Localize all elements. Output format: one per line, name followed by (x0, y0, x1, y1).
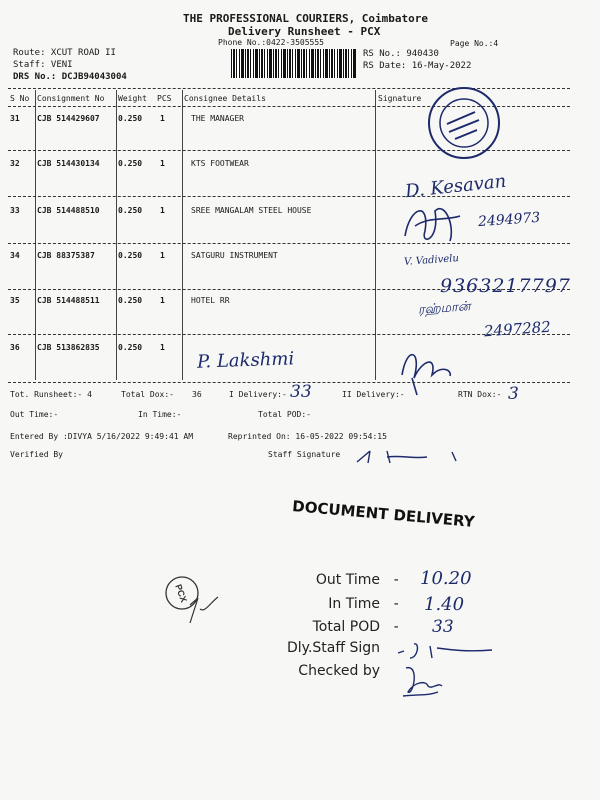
total-dox-value: 36 (192, 390, 202, 399)
row-sno: 32 (10, 159, 20, 168)
row-consignment: CJB 513862835 (37, 343, 100, 352)
i-delivery-label: I Delivery:- (229, 390, 287, 399)
row-weight: 0.250 (118, 251, 143, 260)
ii-delivery-label: II Delivery:- (342, 390, 405, 399)
signature-row36-name: P. Lakshmi (196, 348, 295, 373)
stamp-staff-sign-label: Dly.Staff Sign (287, 640, 380, 656)
row-consignee: THE MANAGER (191, 114, 244, 123)
row-pcs: 1 (160, 114, 165, 123)
row-consignee: HOTEL RR (191, 296, 230, 305)
row-pcs: 1 (160, 296, 165, 305)
stamp-out-time-label: Out Time (315, 572, 380, 588)
stamp-out-time-value: 10.20 (420, 568, 472, 589)
row-sno: 35 (10, 296, 20, 305)
col-divider (35, 90, 36, 380)
col-divider (375, 90, 376, 380)
rs-date: RS Date: 16-May-2022 (363, 61, 472, 71)
row-sno: 31 (10, 114, 20, 123)
col-signature: Signature (378, 94, 422, 103)
entered-by: Entered By :DIVYA 5/16/2022 9:49:41 AM (10, 432, 194, 441)
staff-signature-scribble (352, 447, 462, 467)
row-sno: 34 (10, 251, 20, 260)
stamp-total-pod-value: 33 (432, 617, 454, 637)
stamp-checked-by-label: Checked by (298, 663, 380, 679)
row-consignee: SREE MANGALAM STEEL HOUSE (191, 206, 312, 215)
rs-number: RS No.: 940430 (363, 49, 439, 59)
in-time-label: In Time:- (138, 410, 182, 419)
stamp-checked-by-scribble (398, 662, 458, 702)
dash: - (392, 596, 401, 612)
col-consignment: Consignment No (37, 94, 105, 103)
dash: - (392, 619, 401, 635)
row-pcs: 1 (160, 343, 165, 352)
total-runsheet: Tot. Runsheet:- 4 (10, 390, 92, 399)
row-consignment: CJB 514430134 (37, 159, 100, 168)
staff: Staff: VENI (13, 60, 73, 70)
staff-signature-label: Staff Signature (268, 450, 341, 459)
signature-row34-name: V. Vadivelu (403, 253, 460, 268)
row-consignee: KTS FOOTWEAR (191, 159, 249, 168)
drs-number: DRS No.: DCJB94043004 (13, 72, 127, 82)
stamp-in-time-value: 1.40 (424, 594, 465, 615)
rtn-dox-handwritten: 3 (508, 384, 519, 404)
i-delivery-handwritten: 33 (290, 382, 312, 402)
dash: - (392, 572, 401, 588)
verified-by: Verified By (10, 450, 63, 459)
stamp-in-time-label: In Time (328, 596, 380, 612)
row-consignment: CJB 88375387 (37, 251, 95, 260)
signature-row35-name: ரஹ்மான் (417, 299, 471, 318)
signature-row33-phone: 2494973 (477, 209, 541, 231)
route: Route: XCUT ROAD II (13, 48, 116, 58)
row-sno: 36 (10, 343, 20, 352)
signature-row33-scribble (400, 196, 470, 251)
stamp-total-pod-label: Total POD (312, 619, 380, 635)
row-weight: 0.250 (118, 206, 143, 215)
stamp-staff-sign-scribble (392, 638, 502, 664)
reprinted-on: Reprinted On: 16-05-2022 09:54:15 (228, 432, 387, 441)
table-bottom-rule (8, 382, 570, 383)
row-pcs: 1 (160, 206, 165, 215)
rtn-dox-label: RTN Dox:- (458, 390, 502, 399)
row-consignment: CJB 514488511 (37, 296, 100, 305)
col-sno: S No (10, 94, 30, 103)
signature-row35-phone: 2497282 (483, 317, 552, 341)
signature-row34-phone: 9363217797 (440, 275, 571, 297)
col-divider (182, 90, 183, 380)
barcode (231, 49, 356, 78)
out-time-label: Out Time:- (10, 410, 59, 419)
company-name: THE PROFESSIONAL COURIERS, Coimbatore (183, 12, 429, 25)
row-pcs: 1 (160, 159, 165, 168)
document-delivery-stamp-title: DOCUMENT DELIVERY (291, 497, 476, 531)
bank-seal-stamp (425, 84, 503, 162)
row-weight: 0.250 (118, 114, 143, 123)
document-title: Delivery Runsheet - PCX (228, 25, 381, 38)
row-rule (8, 196, 570, 197)
total-pod-label: Total POD:- (258, 410, 311, 419)
row-weight: 0.250 (118, 296, 143, 305)
row-rule (8, 243, 570, 244)
row-consignment: CJB 514429607 (37, 114, 100, 123)
row-weight: 0.250 (118, 343, 143, 352)
pcx-stamp-text: PCX (173, 582, 189, 604)
row-weight: 0.250 (118, 159, 143, 168)
phone-number: Phone No.:0422-3505555 (218, 38, 324, 47)
pcx-round-stamp (160, 573, 230, 633)
row-consignment: CJB 514488510 (37, 206, 100, 215)
signature-row33-name: D. Kesavan (404, 170, 508, 203)
row-pcs: 1 (160, 251, 165, 260)
col-consignee: Consignee Details (184, 94, 266, 103)
col-divider (116, 90, 117, 380)
row-consignee: SATGURU INSTRUMENT (191, 251, 278, 260)
col-weight: Weight (118, 94, 147, 103)
page-number: Page No.:4 (450, 39, 499, 48)
row-sno: 33 (10, 206, 20, 215)
total-dox-label: Total Dox:- (121, 390, 174, 399)
col-pcs: PCS (157, 94, 172, 103)
